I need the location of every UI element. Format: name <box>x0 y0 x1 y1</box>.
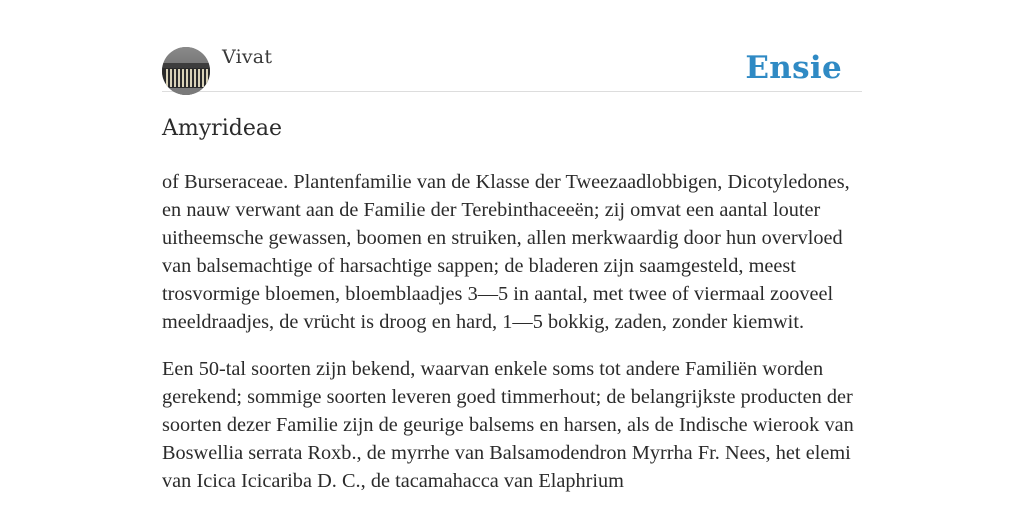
article-paragraph: of Burseraceae. Plantenfamilie van de Klasse der Tweezaadlobbigen, Dicotyledones, en nauw verwant aan de Familie der Terebinthaceeën; zij omvat een aantal louter uitheemsche gewassen, boomen en struiken, allen merkwaardig door hun overvloed van balsemachtige of harsachtige sappen; de bladeren zijn saamgesteld, meest trosvormige bloemen, bloemblaadjes 3—5 in aantal, met twee of viermaal zooveel meeldraadjes, de vrücht is droog en hard, 1—5 bokkig, zaden, zonder kiemwit. <box>162 171 850 333</box>
brand-logo[interactable]: Ensie <box>745 50 842 86</box>
author-avatar[interactable] <box>162 47 210 95</box>
article-header <box>162 0 862 92</box>
avatar-image <box>162 47 210 95</box>
article-body <box>162 168 868 512</box>
article-title: Amyrideae <box>162 116 282 141</box>
author-name[interactable]: Vivat <box>222 46 273 68</box>
article-paragraph: Een 50-tal soorten zijn bekend, waarvan enkele soms tot andere Familiën worden gerekend; sommige soorten leveren goed timmerhout; de belangrijkste producten der soorten dezer Familie zijn de geurige balsems en harsen, als de Indische wierook van Boswellia serrata Roxb., de myrrhe van Balsamodendron Myrrha Fr. Nees, het elemi van Icica Icicariba D. C., de tacamahacca van Elaphrium <box>162 358 854 492</box>
article-page <box>162 0 862 492</box>
